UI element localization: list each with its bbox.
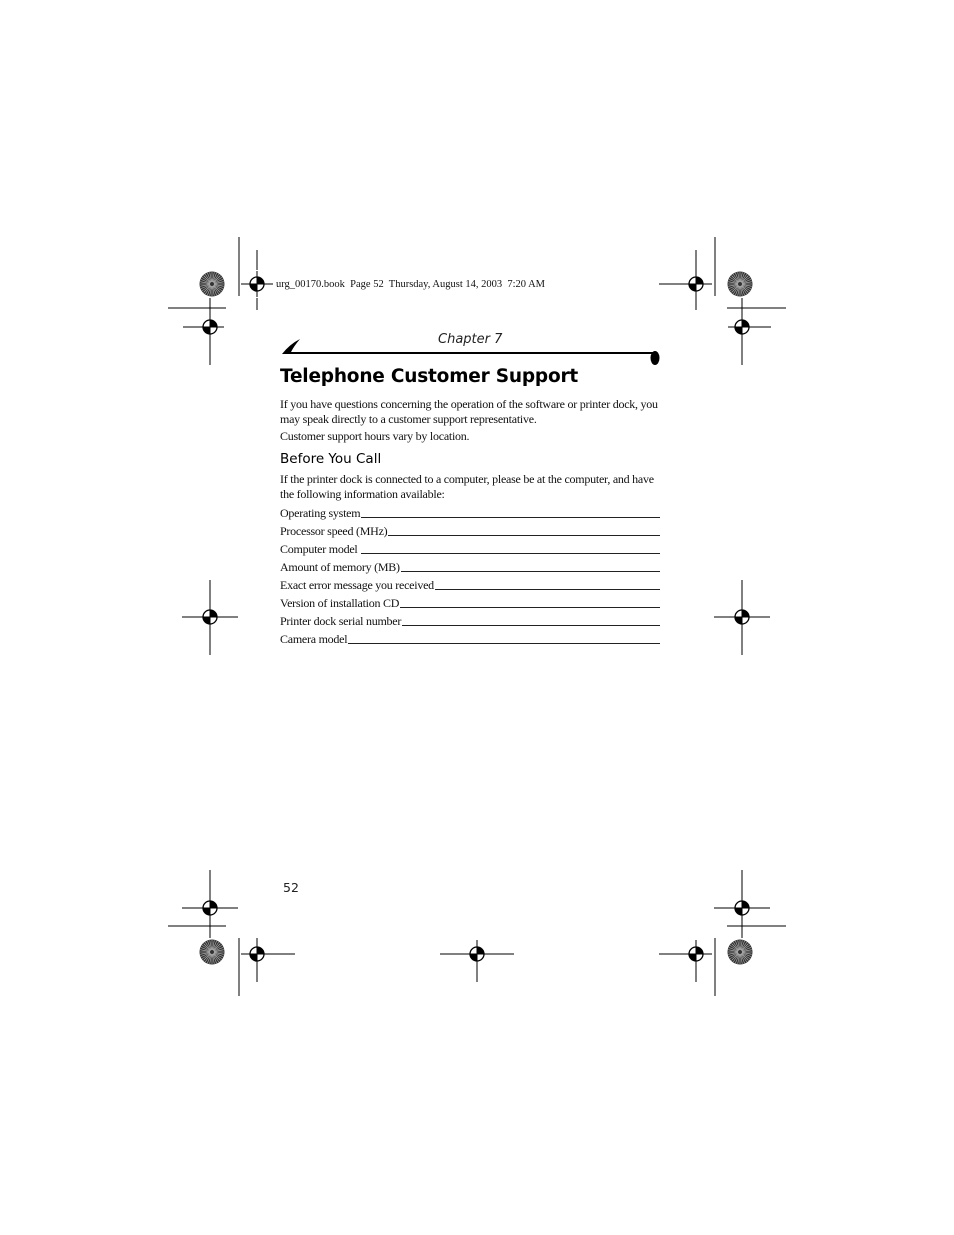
field-row-memory — [280, 557, 660, 575]
field-label: Version of installation CD — [280, 596, 400, 610]
field-label: Printer dock serial number — [280, 614, 402, 628]
blank-line — [402, 624, 660, 626]
blank-line — [348, 642, 660, 644]
field-row-camera-model — [280, 629, 660, 647]
field-row-error-message — [280, 575, 660, 593]
subsection-title: Before You Call — [280, 451, 382, 467]
field-row-install-cd-version — [280, 593, 660, 611]
print-slug: urg_00170.book Page 52 Thursday, August 14, 2003 7:20 AM — [276, 279, 546, 290]
hours-note: Customer support hours vary by location. — [280, 429, 470, 443]
field-label: Processor speed (MHz) — [280, 524, 388, 538]
blank-line — [401, 570, 660, 572]
field-label: Amount of memory (MB) — [280, 560, 400, 574]
page-title: Telephone Customer Support — [280, 366, 579, 387]
chapter-label: Chapter 7 — [438, 332, 503, 347]
info-checklist — [280, 503, 660, 647]
blank-line — [435, 588, 660, 590]
blank-line — [361, 516, 660, 518]
field-label: Computer model — [280, 542, 361, 556]
field-row-serial-number — [280, 611, 660, 629]
blank-line — [388, 534, 660, 536]
field-label: Operating system — [280, 506, 361, 520]
page-number: 52 — [283, 880, 299, 895]
subsection-intro: If the printer dock is connected to a computer, please be at the computer, and have the following information available: — [280, 472, 654, 501]
field-row-operating-system — [280, 503, 660, 521]
blank-line — [361, 552, 660, 554]
intro-paragraph: If you have questions concerning the operation of the software or printer dock, you may speak directly to a customer support representative. — [280, 397, 658, 426]
field-label: Exact error message you received — [280, 578, 434, 592]
field-label: Camera model — [280, 632, 348, 646]
field-row-computer-model — [280, 539, 660, 557]
field-row-processor-speed — [280, 521, 660, 539]
blank-line — [400, 606, 660, 608]
